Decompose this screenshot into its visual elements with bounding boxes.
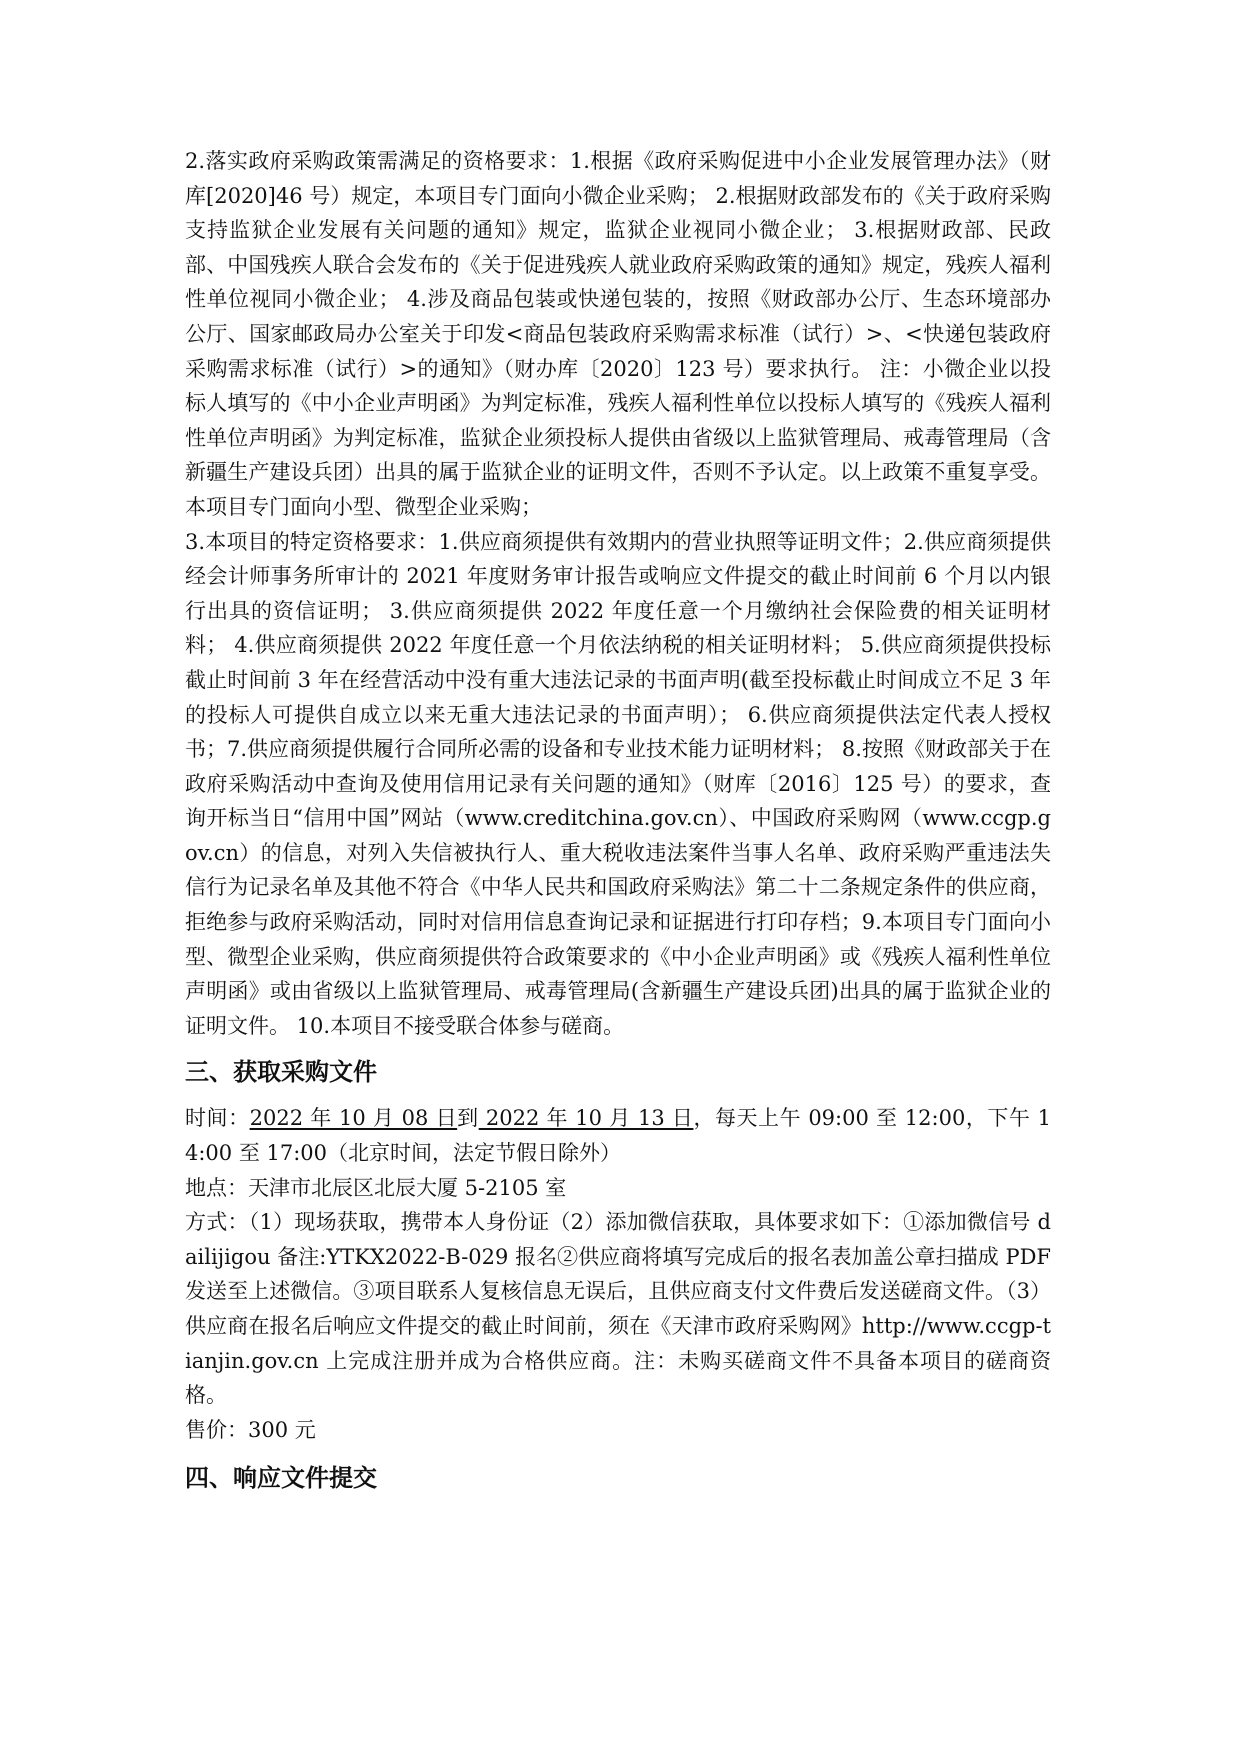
document-page [185,144,1051,1507]
acquisition-place: 地点：天津市北辰区北辰大厦 5-2105 室 [185,1175,567,1200]
section-4-heading: 四、响应文件提交 [185,1464,377,1493]
qualification-policy-paragraph: 2.落实政府采购政策需满足的资格要求：1.根据《政府采购促进中小企业发展管理办法》（财库[2020]46 号）规定，本项目专门面向小微企业采购； 2.根据财政部发布的《关于政府采购支持监狱企业发展有关问题的通知》规定，监狱企业视同小微企业； 3.根据财政部、民政部、中国残疾人联合会发布的《关于促进残疾人就业政府采购政策的通知》规定，残疾人福利性单位视同小微企业； 4.涉及商品包装或快递包装的，按照《财政部办公厅、生态环境部办公厅、国家邮政局办公室关于印发<商品包装政府采购需求标准（试行）>、<快递包装政府采购需求标准（试行）>的通知》（财办库〔2020〕123 号）要求执行。 注：小微企业以投标人填写的《中小企业声明函》为判定标准，残疾人福利性单位以投标人填写的《残疾人福利性单位声明函》为判定标准，监狱企业须投标人提供由省级以上监狱管理局、戒毒管理局（含新疆生产建设兵团）出具的属于监狱企业的证明文件，否则不予认定。以上政策不重复享受。 本项目专门面向小型、微型企业采购； [185,149,1051,519]
specific-qualification-paragraph: 3.本项目的特定资格要求：1.供应商须提供有效期内的营业执照等证明文件；2.供应商须提供经会计师事务所审计的 2021 年度财务审计报告或响应文件提交的截止时间前 6 个月以内银行出具的资信证明； 3.供应商须提供 2022 年度任意一个月缴纳社会保险费的相关证明材料； 4.供应商须提供 2022 年度任意一个月依法纳税的相关证明材料； 5.供应商须提供投标截止时间前 3 年在经营活动中没有重大违法记录的书面声明(截至投标截止时间成立不足 3 年的投标人可提供自成立以来无重大违法记录的书面声明）； 6.供应商须提供法定代表人授权书；7.供应商须提供履行合同所必需的设备和专业技术能力证明材料； 8.按照《财政部关于在政府采购活动中查询及使用信用记录有关问题的通知》（财库〔2016〕125 号）的要求，查询开标当日“信用中国”网站（www.creditchina.gov.cn）、中国政府采购网（www.ccgp.gov.cn）的信息，对列入失信被执行人、重大税收违法案件当事人名单、政府采购严重违法失信行为记录名单及其他不符合《中华人民共和国政府采购法》第二十二条规定条件的供应商，拒绝参与政府采购活动，同时对信用信息查询记录和证据进行打印存档；9.本项目专门面向小型、微型企业采购，供应商须提供符合政策要求的《中小企业声明函》或《残疾人福利性单位声明函》或由省级以上监狱管理局、戒毒管理局(含新疆生产建设兵团)出具的属于监狱企业的证明文件。 10.本项目不接受联合体参与磋商。 [185,529,1051,1038]
acquisition-time [185,1101,1051,1170]
document-price: 售价：300 元 [185,1417,316,1442]
time-to: 到 [457,1106,479,1131]
time-rest: ，每天上午 09:00 至 12:00，下午 14:00 至 17:00（北京时间，法定节假日除外） [185,1106,1052,1166]
section-3-heading: 三、获取采购文件 [185,1058,377,1087]
time-label: 时间： [185,1106,250,1131]
time-end: 2022 年 10 月 13 日 [478,1106,694,1131]
time-start: 2022 年 10 月 08 日 [249,1106,458,1131]
acquisition-method: 方式：（1）现场获取，携带本人身份证（2）添加微信获取，具体要求如下：①添加微信号 dailijigou 备注:YTKX2022-B-029 报名②供应商将填写完成后的报名表加盖公章扫描成 PDF 发送至上述微信。③项目联系人复核信息无误后，且供应商支付文件费后发送磋商文件。（3）供应商在报名后响应文件提交的截止时间前，须在《天津市政府采购网》http://www.ccgp-tianjin.gov.cn 上完成注册并成为合格供应商。注：未购买磋商文件不具备本项目的磋商资格。 [185,1210,1051,1408]
